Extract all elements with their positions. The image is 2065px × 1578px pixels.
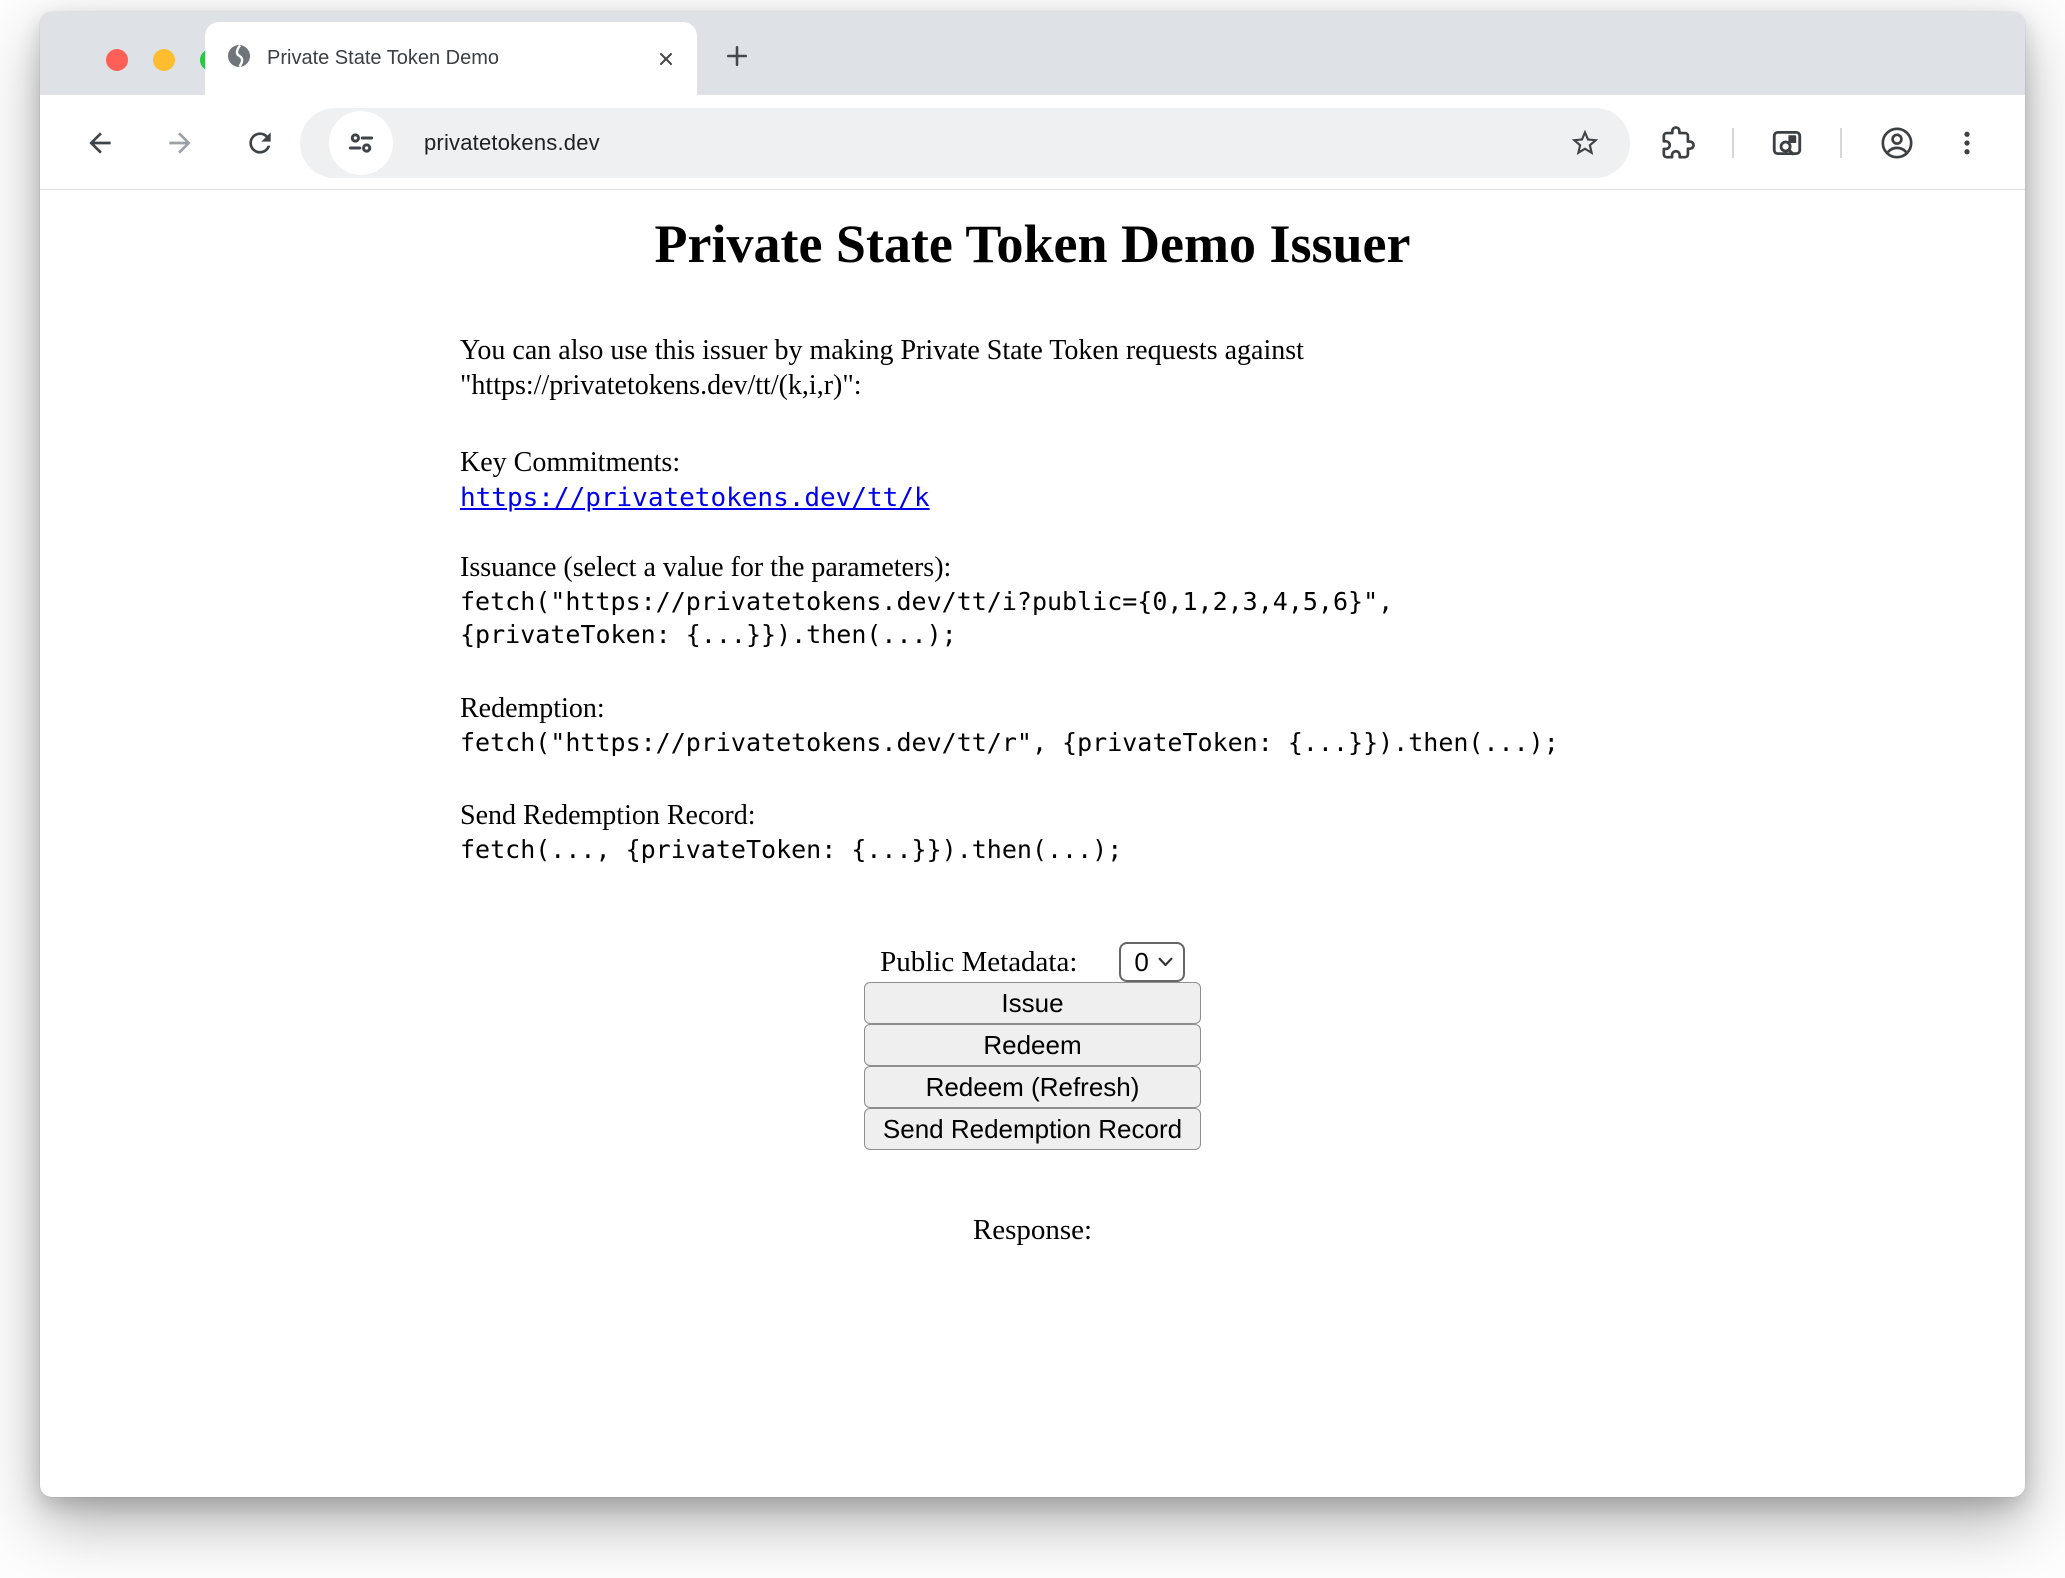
page-title: Private State Token Demo Issuer	[654, 214, 1411, 274]
issue-button[interactable]: Issue	[864, 982, 1201, 1024]
back-button[interactable]	[84, 127, 116, 159]
reload-button[interactable]	[244, 127, 276, 159]
window-minimize-button[interactable]	[153, 49, 175, 71]
public-metadata-label: Public Metadata:	[880, 945, 1078, 978]
send-redemption-record-label: Send Redemption Record:	[460, 800, 756, 831]
key-commitments-label: Key Commitments:	[460, 447, 681, 478]
key-commitments-link[interactable]: https://privatetokens.dev/tt/k	[460, 483, 930, 513]
send-redemption-record-button[interactable]: Send Redemption Record	[864, 1108, 1201, 1150]
profile-icon	[1880, 126, 1914, 160]
intro-paragraph: You can also use this issuer by making Private State Token requests against "https://privatetokens.dev/tt/(k,i,r)":	[460, 335, 1304, 401]
redemption-code: fetch("https://privatetokens.dev/tt/r", {privateToken: {...}}).then(...);	[460, 728, 1559, 757]
redemption-label: Redemption:	[460, 693, 605, 724]
redeem-button[interactable]: Redeem	[864, 1024, 1201, 1066]
kebab-icon	[1952, 126, 1982, 160]
send-redemption-record-section	[460, 798, 1605, 866]
key-commitments-section	[460, 445, 1605, 515]
chevron-down-icon	[1158, 957, 1173, 967]
tab-title: Private State Token Demo	[267, 47, 499, 69]
public-metadata-value: 0	[1134, 946, 1149, 977]
new-tab-button[interactable]	[718, 39, 756, 77]
arrow-right-icon	[164, 127, 196, 159]
issuance-code-line-2: {privateToken: {...}}).then(...);	[460, 620, 957, 649]
side-panel-search-icon	[1770, 126, 1804, 160]
browser-window	[40, 12, 2025, 1497]
response-label: Response:	[972, 1214, 1093, 1246]
page-content	[40, 190, 2025, 1496]
side-panel-search-button[interactable]	[1770, 126, 1804, 160]
window-close-button[interactable]	[106, 49, 128, 71]
forward-button[interactable]	[164, 127, 196, 159]
star-icon	[1569, 127, 1601, 159]
tune-icon	[346, 128, 376, 158]
tab-close-icon[interactable]	[653, 46, 679, 72]
reload-icon	[244, 127, 276, 159]
plus-icon	[723, 42, 751, 75]
address-bar[interactable]	[300, 108, 1630, 178]
issuance-code-line-1: fetch("https://privatetokens.dev/tt/i?public={0,1,2,3,4,5,6}",	[460, 587, 1394, 616]
issuance-label: Issuance (select a value for the parameters):	[460, 552, 952, 583]
tab-strip	[40, 12, 2025, 95]
arrow-left-icon	[84, 127, 116, 159]
menu-button[interactable]	[1952, 126, 1982, 160]
bookmark-star-button[interactable]	[1569, 127, 1601, 159]
toolbar-divider	[1840, 128, 1842, 158]
redemption-section	[460, 691, 1605, 759]
url-text: privatetokens.dev	[424, 130, 600, 155]
send-redemption-record-code: fetch(..., {privateToken: {...}}).then(...);	[460, 835, 1123, 864]
issuance-section	[460, 550, 1605, 651]
profile-button[interactable]	[1880, 126, 1914, 160]
redeem-refresh-button[interactable]: Redeem (Refresh)	[864, 1066, 1201, 1108]
globe-favicon	[227, 44, 251, 73]
public-metadata-select[interactable]	[1119, 942, 1184, 982]
site-settings-button[interactable]	[329, 111, 393, 175]
puzzle-icon	[1661, 126, 1695, 160]
browser-toolbar	[40, 95, 2025, 190]
toolbar-divider	[1732, 128, 1734, 158]
controls-section	[40, 942, 2025, 1247]
browser-tab[interactable]	[205, 22, 697, 95]
extensions-button[interactable]	[1661, 126, 1695, 160]
